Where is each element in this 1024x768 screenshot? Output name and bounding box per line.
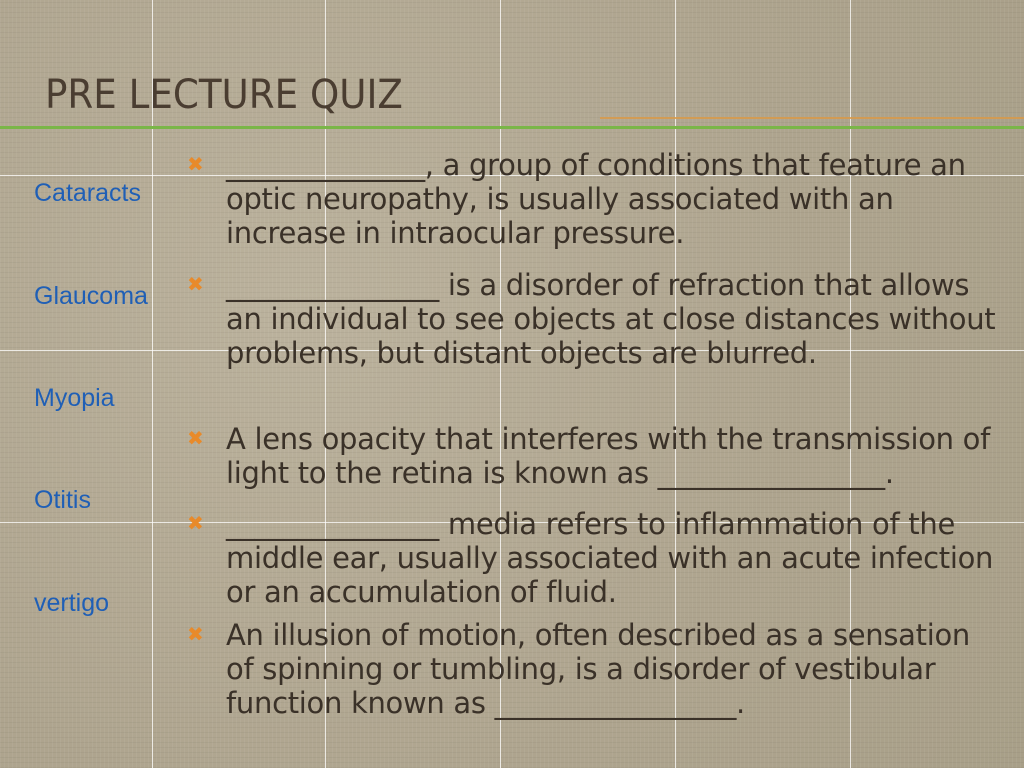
x-bullet-icon: ✖ — [187, 622, 204, 646]
question-item — [187, 422, 1002, 490]
question-text: A lens opacity that interferes with the transmission of light to the retina is known as ________________. — [226, 422, 991, 490]
x-bullet-icon: ✖ — [187, 152, 204, 176]
question-text: An illusion of motion, often described as a sensation of spinning or tumbling, is a disorder of vestibular function known as _________________. — [226, 618, 971, 720]
answer-item: vertigo — [34, 589, 110, 617]
answer-item: Myopia — [34, 384, 115, 412]
question-item — [187, 148, 1002, 250]
answer-item: Otitis — [34, 486, 91, 514]
question-item — [187, 507, 1002, 609]
x-bullet-icon: ✖ — [187, 272, 204, 296]
page-title: PRE LECTURE QUIZ — [45, 72, 403, 118]
question-item — [187, 618, 1002, 720]
question-text: ______________, a group of conditions that feature an optic neuropathy, is usually associated with an increase in intraocular pressure. — [226, 148, 966, 250]
answer-item: Cataracts — [34, 179, 141, 207]
question-text: _______________ is a disorder of refraction that allows an individual to see objects at close distances without problems, but distant objects are blurred. — [226, 268, 996, 370]
x-bullet-icon: ✖ — [187, 511, 204, 535]
question-text: _______________ media refers to inflammation of the middle ear, usually associated with an acute infection or an accumulation of fluid. — [226, 507, 994, 609]
question-item — [187, 268, 1002, 370]
answer-item: Glaucoma — [34, 282, 148, 310]
x-bullet-icon: ✖ — [187, 426, 204, 450]
title-underline-orange — [600, 117, 1024, 119]
title-underline-green — [0, 126, 1024, 129]
